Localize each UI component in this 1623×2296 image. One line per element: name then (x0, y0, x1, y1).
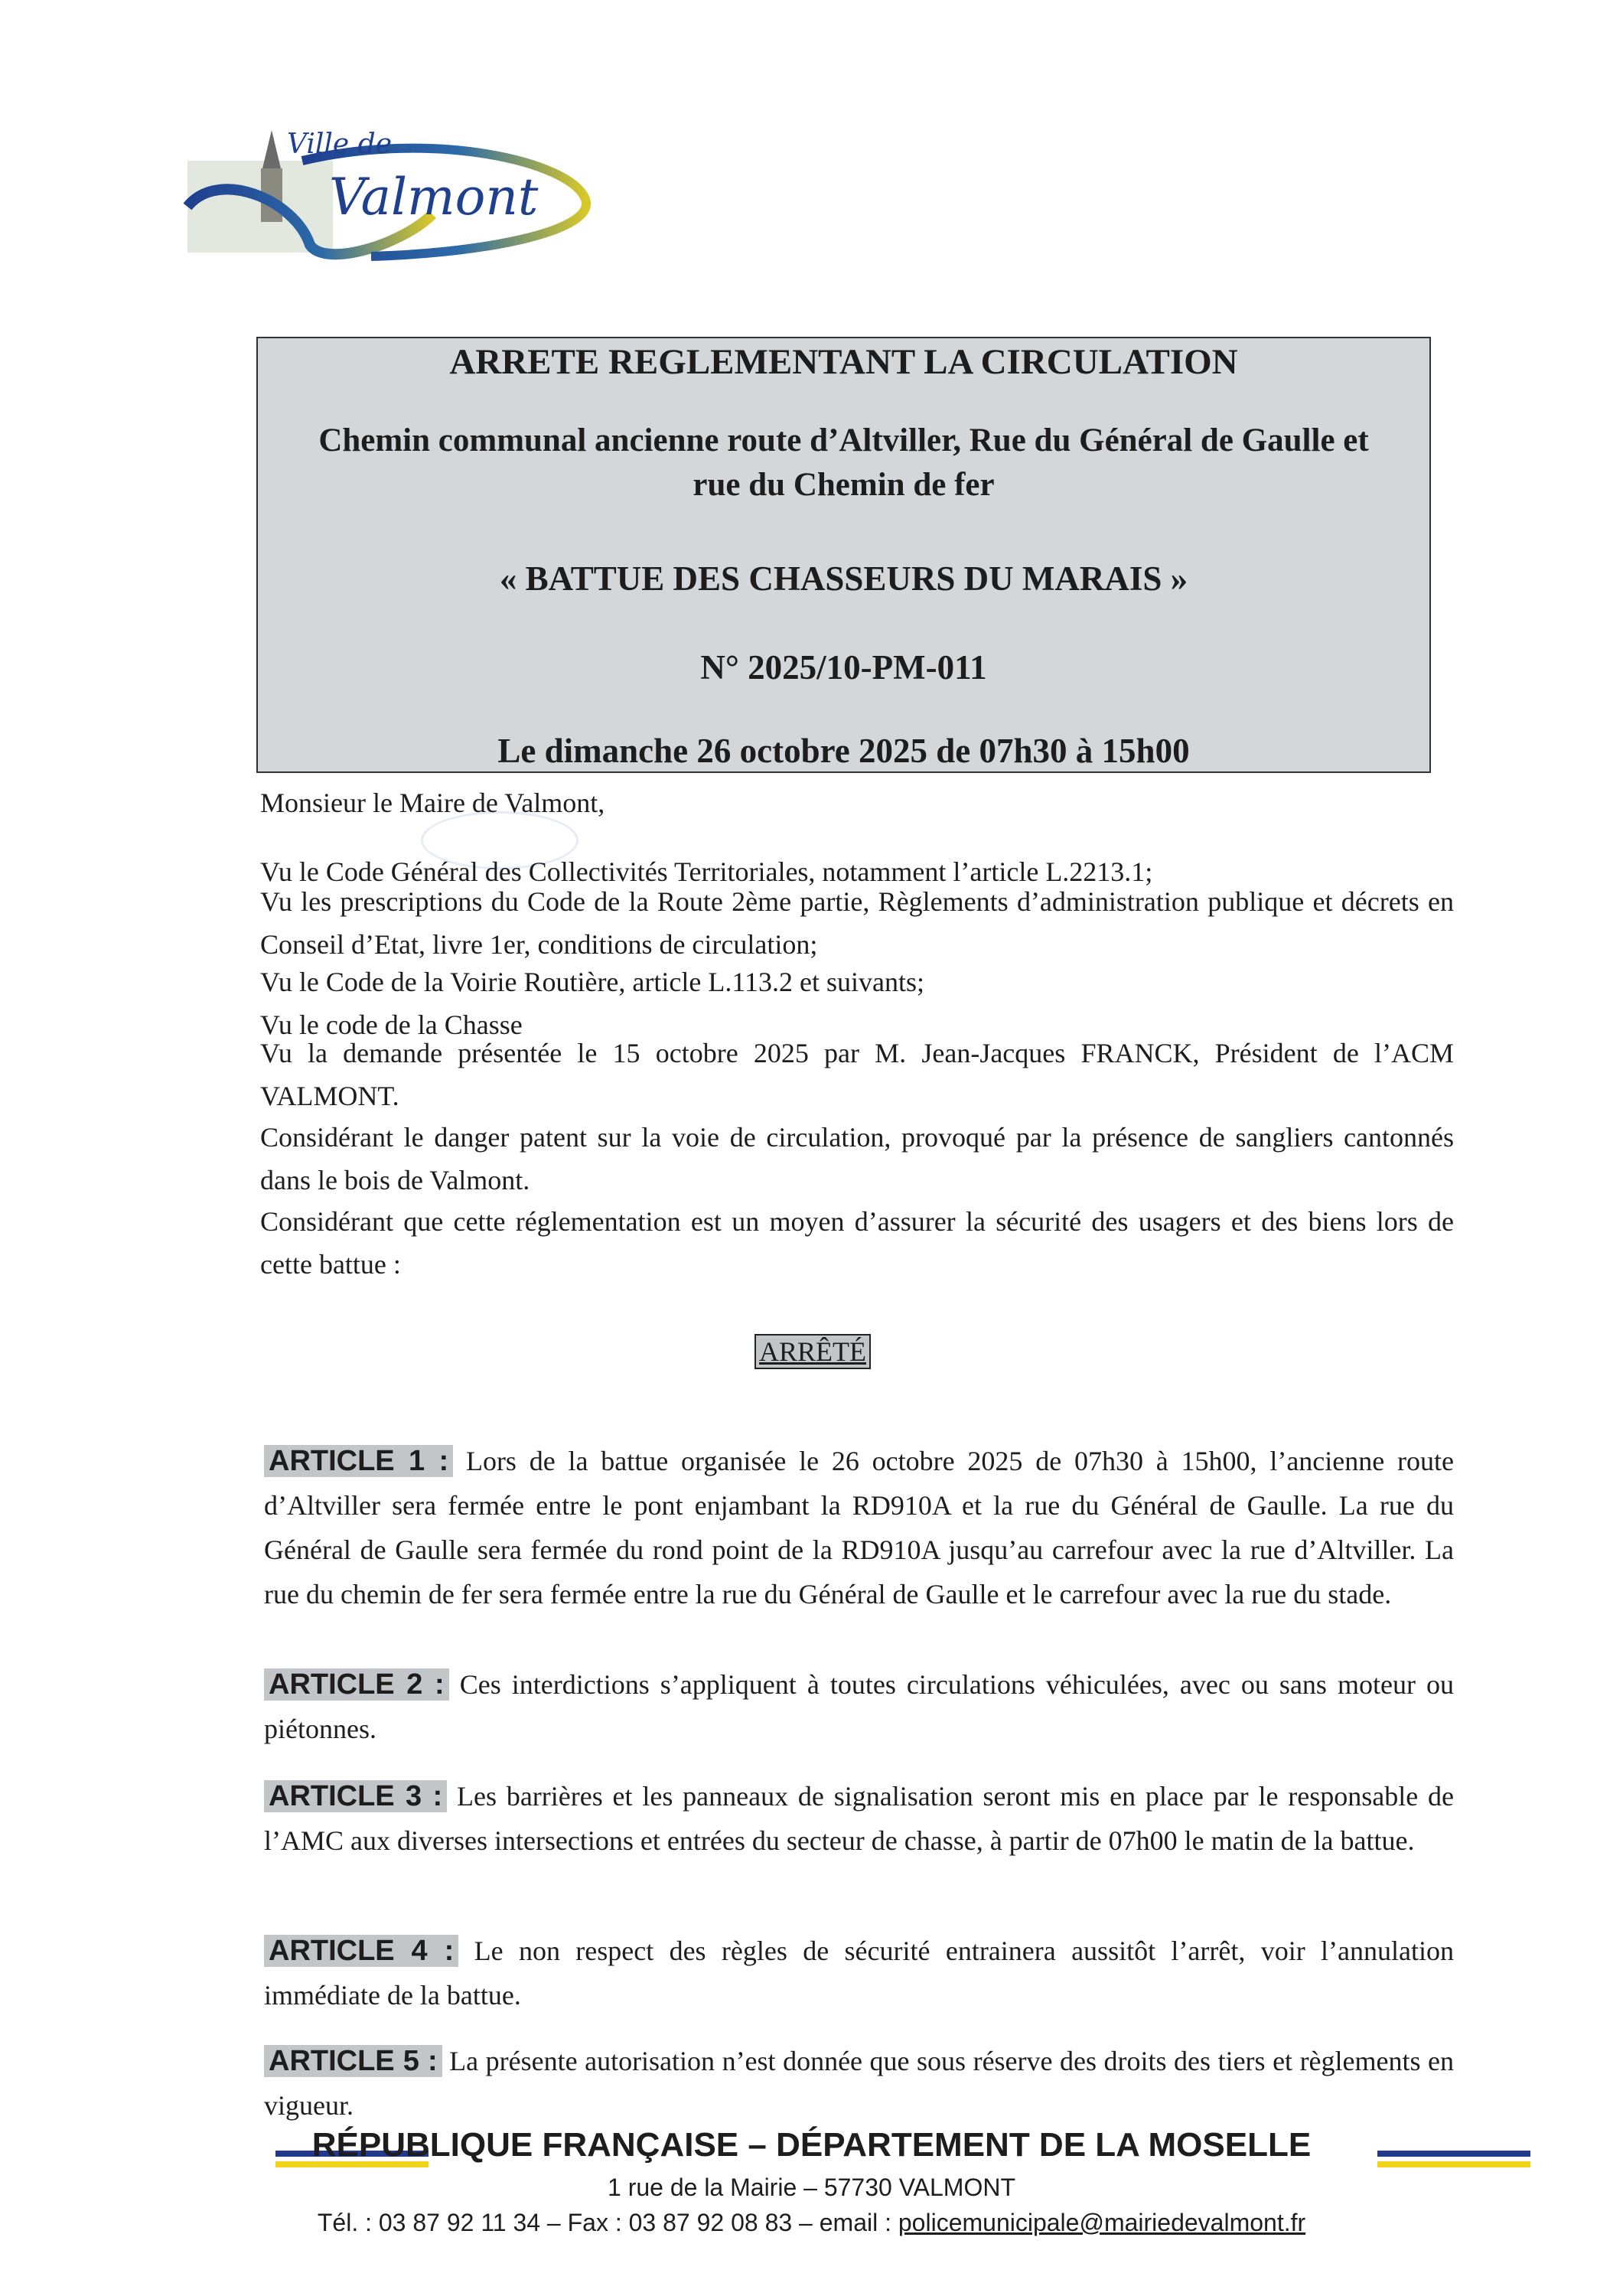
vu-demande: Vu la demande présentée le 15 octobre 2025 par M. Jean-Jacques FRANCK, Président de l’ACM VALMONT. (260, 1038, 1454, 1111)
considerant-securite: Considérant que cette réglementation est un moyen d’assurer la sécurité des usagers et des biens lors de cette battue : (260, 1206, 1454, 1280)
footer-address: 1 rue de la Mairie – 57730 VALMONT (608, 2174, 1015, 2201)
article-2 (264, 1662, 1454, 1751)
vu-chasse: Vu le code de la Chasse (260, 1009, 523, 1040)
vu-voirie: Vu le Code de la Voirie Routière, article L.113.2 et suivants; (260, 967, 924, 997)
logo-text-top: Ville de (287, 129, 393, 160)
article-3-label: ARTICLE 3 : (264, 1780, 447, 1812)
logo-graphic (172, 115, 601, 276)
event-name: « BATTUE DES CHASSEURS DU MARAIS » (499, 559, 1188, 598)
arrete-number: N° 2025/10-PM-011 (700, 648, 987, 687)
article-5 (264, 2039, 1454, 2128)
article-1-text: Lors de la battue organisée le 26 octobre 2025 de 07h30 à 15h00, l’ancienne route d’Altviller sera fermée entre le pont enjambant la RD910A et la rue du Général de Gaulle. La rue du Général de Gaulle sera fermée du rond point de la RD910A jusqu’au carrefour avec la rue d’Altviller. La rue du chemin de fer sera fermée entre la rue du Général de Gaulle et le carrefour avec la rue du stade. (264, 1446, 1455, 1609)
article-1 (264, 1439, 1454, 1616)
valmont-logo (172, 115, 601, 276)
footer-phone-fax: Tél. : 03 87 92 11 34 – Fax : 03 87 92 08 83 – email : (317, 2209, 898, 2236)
event-date: Le dimanche 26 octobre 2025 de 07h30 à 15h00 (497, 732, 1190, 770)
article-2-text: Ces interdictions s’appliquent à toutes circulations véhiculées, avec ou sans moteur ou piétonnes. (264, 1669, 1455, 1744)
article-3 (264, 1774, 1454, 1863)
article-1-label: ARTICLE 1 : (264, 1445, 453, 1477)
vu-cgct: Vu le Code Général des Collectivités Territoriales, notamment l’article L.2213.1; (260, 856, 1153, 887)
article-4 (264, 1929, 1454, 2017)
logo-text-main: Valmont (329, 168, 539, 227)
article-4-text: Le non respect des règles de sécurité entrainera aussitôt l’arrêt, voir l’annulation immédiate de la battue. (264, 1936, 1455, 2011)
vu-code-route: Vu les prescriptions du Code de la Route 2ème partie, Règlements d’administration publique et décrets en Conseil d’Etat, livre 1er, conditions de circulation; (260, 886, 1454, 960)
article-5-label: ARTICLE 5 : (264, 2045, 442, 2077)
article-4-label: ARTICLE 4 : (264, 1935, 458, 1967)
footer-title: RÉPUBLIQUE FRANÇAISE – DÉPARTEMENT DE LA MOSELLE (311, 2126, 1312, 2164)
document-title: ARRETE REGLEMENTANT LA CIRCULATION (449, 342, 1238, 382)
arrete-heading: ARRÊTÉ (754, 1334, 871, 1369)
considerant-danger: Considérant le danger patent sur la voie de circulation, provoqué par la présence de sangliers cantonnés dans le bois de Valmont. (260, 1122, 1454, 1195)
article-3-text: Les barrières et les panneaux de signalisation seront mis en place par le responsable de l’AMC aux diverses intersections et entrées du secteur de chasse, à partir de 07h00 le matin de la battue. (264, 1781, 1455, 1856)
footer-email-link[interactable]: policemunicipale@mairiedevalmont.fr (898, 2209, 1306, 2236)
article-5-text: La présente autorisation n’est donnée que sous réserve des droits des tiers et règlements en vigueur. (264, 2046, 1455, 2121)
document-subtitle: Chemin communal ancienne route d’Altviller, Rue du Général de Gaulle et rue du Chemin de fer (318, 422, 1369, 503)
footer-contact (0, 2209, 1623, 2237)
mayor-line: Monsieur le Maire de Valmont, (260, 788, 605, 818)
article-2-label: ARTICLE 2 : (264, 1668, 449, 1701)
title-box (256, 337, 1431, 773)
